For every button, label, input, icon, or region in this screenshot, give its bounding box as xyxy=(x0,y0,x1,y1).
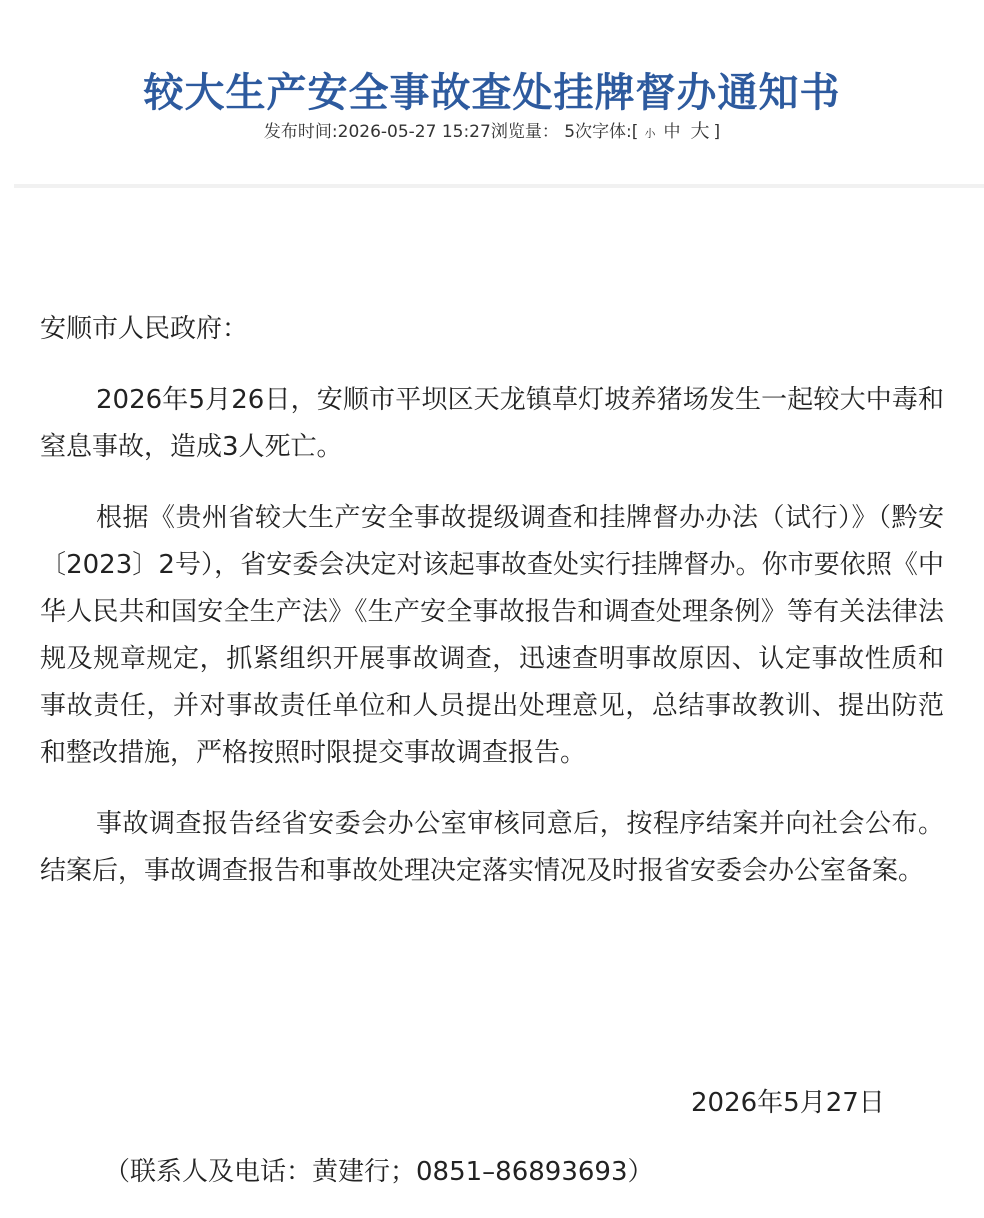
font-size-bracket: ] xyxy=(713,122,721,142)
publish-time-label: 发布时间: xyxy=(263,122,338,142)
font-size-large-button[interactable]: 大 xyxy=(690,120,710,142)
view-count-label: 浏览量： xyxy=(490,122,559,142)
contact-info: （联系人及电话：黄建行；0851–86893693） xyxy=(104,1157,654,1187)
article-meta xyxy=(0,118,984,147)
publish-time: 2026-05-27 15:27 xyxy=(337,122,491,142)
font-size-label: 字体:[ xyxy=(592,122,639,142)
header-divider xyxy=(14,184,984,188)
paragraph: 根据《贵州省较大生产安全事故提级调查和挂牌督办办法（试行）》（黔安〔2023〕2号），省安委会决定对该起事故查处实行挂牌督办。你市要依照《中华人民共和国安全生产法》《生产安全事故报告和调查处理条例》等有关法律法规及规章规定，抓紧组织开展事故调查，迅速查明事故原因、认定事故性质和事故责任，并对事故责任单位和人员提出处理意见，总结事故教训、提出防范和整改措施，严格按照时限提交事故调查报告。 xyxy=(40,503,944,768)
issue-date: 2026年5月27日 xyxy=(691,1088,885,1118)
font-size-medium-button[interactable]: 中 xyxy=(663,122,681,142)
page-title: 较大生产安全事故查处挂牌督办通知书 xyxy=(143,69,841,116)
font-size-small-button[interactable]: 小 xyxy=(644,127,656,140)
paragraph: 2026年5月26日，安顺市平坝区天龙镇草灯坡养猪场发生一起较大中毒和窒息事故，造成3人死亡。 xyxy=(40,385,944,462)
article-body xyxy=(40,306,944,919)
view-count: 5次 xyxy=(564,122,593,142)
salutation: 安顺市人民政府： xyxy=(40,314,249,344)
paragraph: 事故调查报告经省安委会办公室审核同意后，按程序结案并向社会公布。结案后，事故调查报告和事故处理决定落实情况及时报省安委会办公室备案。 xyxy=(40,809,944,886)
